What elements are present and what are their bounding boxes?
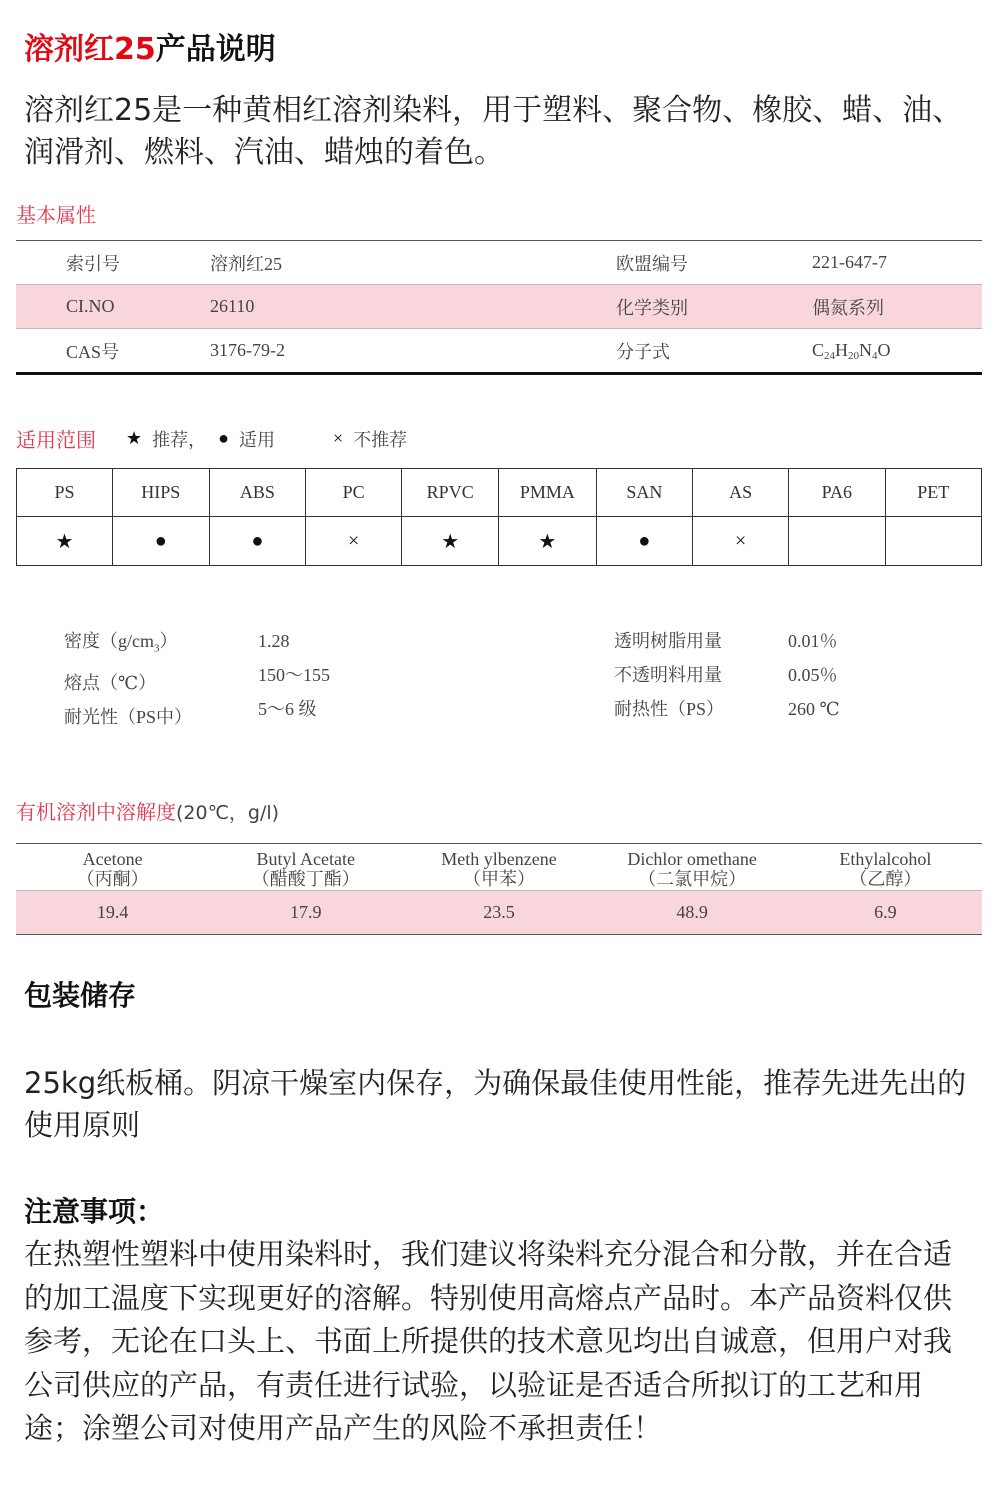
polymer-table <box>16 468 982 566</box>
notes-heading: 注意事项： <box>24 1195 165 1228</box>
header-cell: SAN <box>596 469 693 517</box>
rating-cell: ★ <box>17 517 113 566</box>
melting-point-label: 熔点（℃） <box>64 672 157 693</box>
intro-text: 溶剂红25是一种黄相红溶剂染料，用于塑料、聚合物、橡胶、蜡、油、润滑剂、燃料、汽油、蜡烛的着色。 <box>24 93 963 170</box>
value: 偶氮系列 <box>812 297 884 318</box>
opaque-dosage-label: 不透明料用量 <box>614 665 722 685</box>
props-right-values <box>788 624 978 726</box>
solubility-value: 19.4 <box>96 902 129 922</box>
rating-cell <box>885 517 981 566</box>
apply-heading: 适用范围 <box>16 430 96 452</box>
table-row <box>16 891 982 934</box>
rating-cell: ● <box>209 517 306 566</box>
solvent-header: Meth ylbenzene （甲苯） <box>441 849 557 889</box>
star-icon: ★ <box>126 428 143 448</box>
key: CAS号 <box>66 341 120 362</box>
packaging-text: 25kg纸板桶。阴凉干燥室内保存，为确保最佳使用性能，推荐先进先出的使用原则 <box>24 1066 967 1142</box>
rating-cell <box>789 517 885 566</box>
key: 索引号 <box>66 253 120 274</box>
rating-cell: ● <box>112 517 209 566</box>
table-header-row <box>17 469 982 517</box>
rating-cell: ★ <box>499 517 596 566</box>
props-left-keys <box>64 624 254 734</box>
molecular-formula: $C_{24}H_{20}N_4O$ <box>812 339 891 362</box>
header-cell: PET <box>885 469 981 517</box>
solubility-table <box>16 843 982 935</box>
header-cell: AS <box>693 469 789 517</box>
props-left-values <box>258 624 458 726</box>
rating-cell: ★ <box>402 517 499 566</box>
light-fastness-value: 5～6 级 <box>258 699 317 719</box>
transparent-dosage-label: 透明树脂用量 <box>614 631 722 651</box>
key: 化学类别 <box>616 297 688 318</box>
density-value: 1.28 <box>258 631 290 651</box>
notes-text: 在热塑性塑料中使用染料时，我们建议将染料充分混合和分散，并在合适的加工温度下实现更好的溶解。特别使用高熔点产品时。本产品资料仅供参考，无论在口头上、书面上所提供的技术意见均出自诚意，但用户对我公司供应的产品，有责任进行试验，以验证是否适合所拟订的工艺和用途；涂塑公司对使用产品产生的风险不承担责任！ <box>24 1237 953 1445</box>
density-label: 密度$(g/cm_3)$ <box>64 631 178 655</box>
rating-cell: ● <box>596 517 693 566</box>
basic-heading: 基本属性 <box>16 205 96 227</box>
solvent-header: Acetone （丙酮） <box>76 849 149 889</box>
key: CI.NO <box>66 296 115 316</box>
heat-resistance-label: 耐热性（PS） <box>614 699 725 719</box>
value: 221-647-7 <box>812 252 887 272</box>
light-fastness-label: 耐光性（PS中） <box>64 706 193 727</box>
rating-cell: × <box>306 517 402 566</box>
table-header-row <box>16 844 982 891</box>
props-right-keys <box>614 624 784 726</box>
header-cell: PS <box>17 469 113 517</box>
solubility-value: 48.9 <box>676 902 708 922</box>
value: 3176-79-2 <box>210 340 285 360</box>
solubility-condition: (20℃，g/l) <box>176 802 280 824</box>
opaque-dosage-value: 0.05％ <box>788 665 838 685</box>
header-cell: PMMA <box>499 469 596 517</box>
basic-properties-table <box>16 240 982 375</box>
legend-not-recommended: 不推荐 <box>353 429 408 450</box>
legend-recommended: 推荐， <box>152 429 207 450</box>
table-row <box>17 517 982 566</box>
solvent-header: Dichlor omethane （二氯甲烷） <box>627 849 757 889</box>
solvent-header: Butyl Acetate （醋酸丁酯） <box>251 849 360 889</box>
solubility-value: 6.9 <box>874 902 897 922</box>
key: 分子式 <box>616 341 670 362</box>
table-row <box>16 329 982 372</box>
title-suffix: 产品说明 <box>155 32 276 67</box>
header-cell: ABS <box>209 469 306 517</box>
value: 溶剂红25 <box>210 253 282 274</box>
transparent-dosage-value: 0.01％ <box>788 631 838 651</box>
apply-legend <box>16 424 407 453</box>
solubility-value: 23.5 <box>483 902 515 922</box>
heat-resistance-value: 260 ℃ <box>788 699 840 719</box>
legend-suitable: 适用 <box>239 429 276 450</box>
value: 26110 <box>210 296 255 316</box>
cross-icon: × <box>333 428 344 448</box>
header-cell: PA6 <box>789 469 885 517</box>
table-row <box>16 285 982 329</box>
packaging-heading: 包装储存 <box>24 979 137 1012</box>
table-row <box>16 241 982 285</box>
product-name: 溶剂红25 <box>24 32 156 67</box>
header-cell: RPVC <box>402 469 499 517</box>
dot-icon: ● <box>218 428 230 448</box>
header-cell: HIPS <box>112 469 209 517</box>
rating-cell: × <box>693 517 789 566</box>
key: 欧盟编号 <box>616 253 688 274</box>
melting-point-value: 150～155 <box>258 665 330 685</box>
solubility-value: 17.9 <box>290 902 322 922</box>
solubility-heading: 有机溶剂中溶解度(20℃，g/l) <box>16 802 280 824</box>
header-cell: PC <box>306 469 402 517</box>
page-title <box>24 30 276 70</box>
solvent-header: Ethylalcohol （乙醇） <box>839 849 932 889</box>
